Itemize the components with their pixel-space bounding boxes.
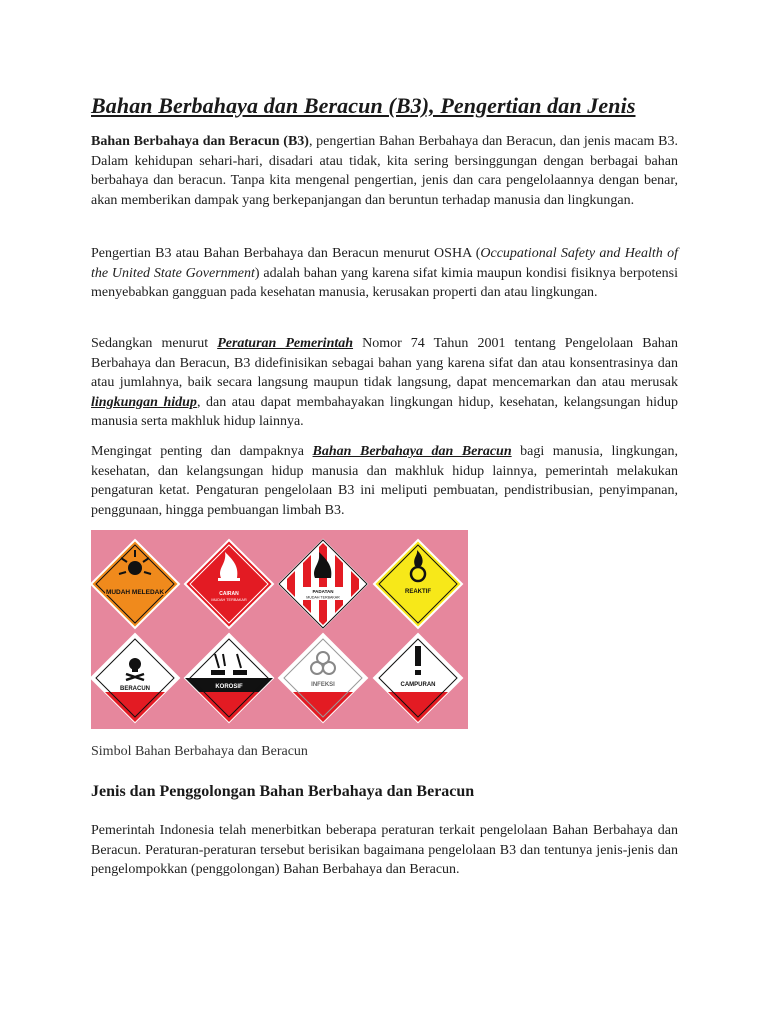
paragraph-osha [91,244,678,303]
osha-text-2: ) adalah bahan yang karena sifat kimia maupun kondisi fisiknya berpotensi menyebabkan gangguan pada kesehatan manusia, kerusakan properti dan atau lingkungan. [91,265,678,300]
corrosive-symbol [185,634,273,722]
corrosive-label: KOROSIF [215,684,243,690]
regulation-text-3: , dan atau dapat membahayakan lingkungan hidup, kesehatan, kelangsungan hidup manusia serta makhluk hidup lainnya. [91,394,678,429]
mixture-label: CAMPURAN [400,682,436,688]
toxic-symbol [91,634,179,722]
regulation-text-2: Nomor 74 Tahun 2001 tentang Pengelolaan Bahan Berbahaya dan Beracun, B3 didefinisikan sebagai bahan yang karena sifat dan atau konsentrasinya dan atau jumlahnya, baik secara langsung maupun tidak langsung, dapat mencemarkan dan atau merusak [91,336,678,390]
importance-text-2: bagi manusia, lingkungan, kesehatan, dan kelangsungan hidup manusia dan makhluk hidup lainnya, pemerintah melakukan pengaturan ketat. Pengaturan pengelolaan B3 ini meliputi pembuatan, pendistribusian, penyimpanan, penggunaan, hingga pembuangan limbah B3. [91,444,678,518]
page-title: Bahan Berbahaya dan Beracun (B3), Pengertian dan Jenis [91,93,636,118]
flammable-solid-label: PADATAN [312,589,334,594]
flammable-liquid-label: CAIRAN [219,591,239,597]
flammable-solid-symbol [279,540,367,628]
link-peraturan-pemerintah[interactable]: Peraturan Pemerintah [217,336,354,351]
intro-text: , pengertian Bahan Berbahaya dan Beracun, dan jenis macam B3. Dalam kehidupan sehari-hari, disadari atau tidak, kita sering bersinggungan dengan berbagai bahan berbahaya dan beracun. Tanpa kita mengenal pengertian, jenis dan cara pengelolaannya dengan benar, akan memberikan dampak yang berkepanjangan dan beruntun terhadap manusia dan lingkungan. [91,134,678,208]
reactive-label: REAKTIF [405,589,431,595]
paragraph-classification: Pemerintah Indonesia telah menerbitkan beberapa peraturan terkait pengelolaan Bahan Berbahaya dan Beracun. Peraturan-peraturan tersebut berisikan bagaimana pengelolaan B3 dan tentunya jenis-jenis dan pengelompokkan (penggolongan) Bahan Berbahaya dan Beracun. [91,823,678,877]
reactive-symbol [374,540,462,628]
section-heading: Jenis dan Penggolongan Bahan Berbahaya dan Beracun [91,783,475,800]
mixture-symbol [374,634,462,722]
paragraph-intro [91,132,678,210]
toxic-label: BERACUN [120,686,150,692]
paragraph-importance [91,442,678,520]
hazard-symbols-svg [91,530,468,729]
link-lingkungan-hidup[interactable]: lingkungan hidup [91,394,197,410]
osha-text-1: Pengertian B3 atau Bahan Berbahaya dan Beracun menurut OSHA ( [91,246,481,261]
intro-bold-lead: Bahan Berbahaya dan Beracun (B3) [91,134,309,149]
importance-text-1: Mengingat penting dan dampaknya [91,444,313,459]
osha-italic: Occupational Safety and Health of the United State Government [91,246,678,281]
image-caption: Simbol Bahan Berbahaya dan Beracun [91,744,308,759]
regulation-text-1: Sedangkan menurut [91,336,218,351]
paragraph-regulation [91,334,678,432]
flammable-liquid-sublabel: MUDAH TERBAKAR [211,598,247,602]
explosive-label: MUDAH MELEDAK [105,589,165,596]
hazard-symbols-image [91,530,468,729]
infectious-symbol [279,634,367,722]
explosive-symbol [91,540,179,628]
infectious-label: INFEKSI [311,682,335,688]
link-bahan-berbahaya[interactable]: Bahan Berbahaya dan Beracun [312,444,512,459]
flammable-liquid-symbol [185,540,273,628]
flammable-solid-sublabel: MUDAH TERBAKAR [306,595,340,600]
